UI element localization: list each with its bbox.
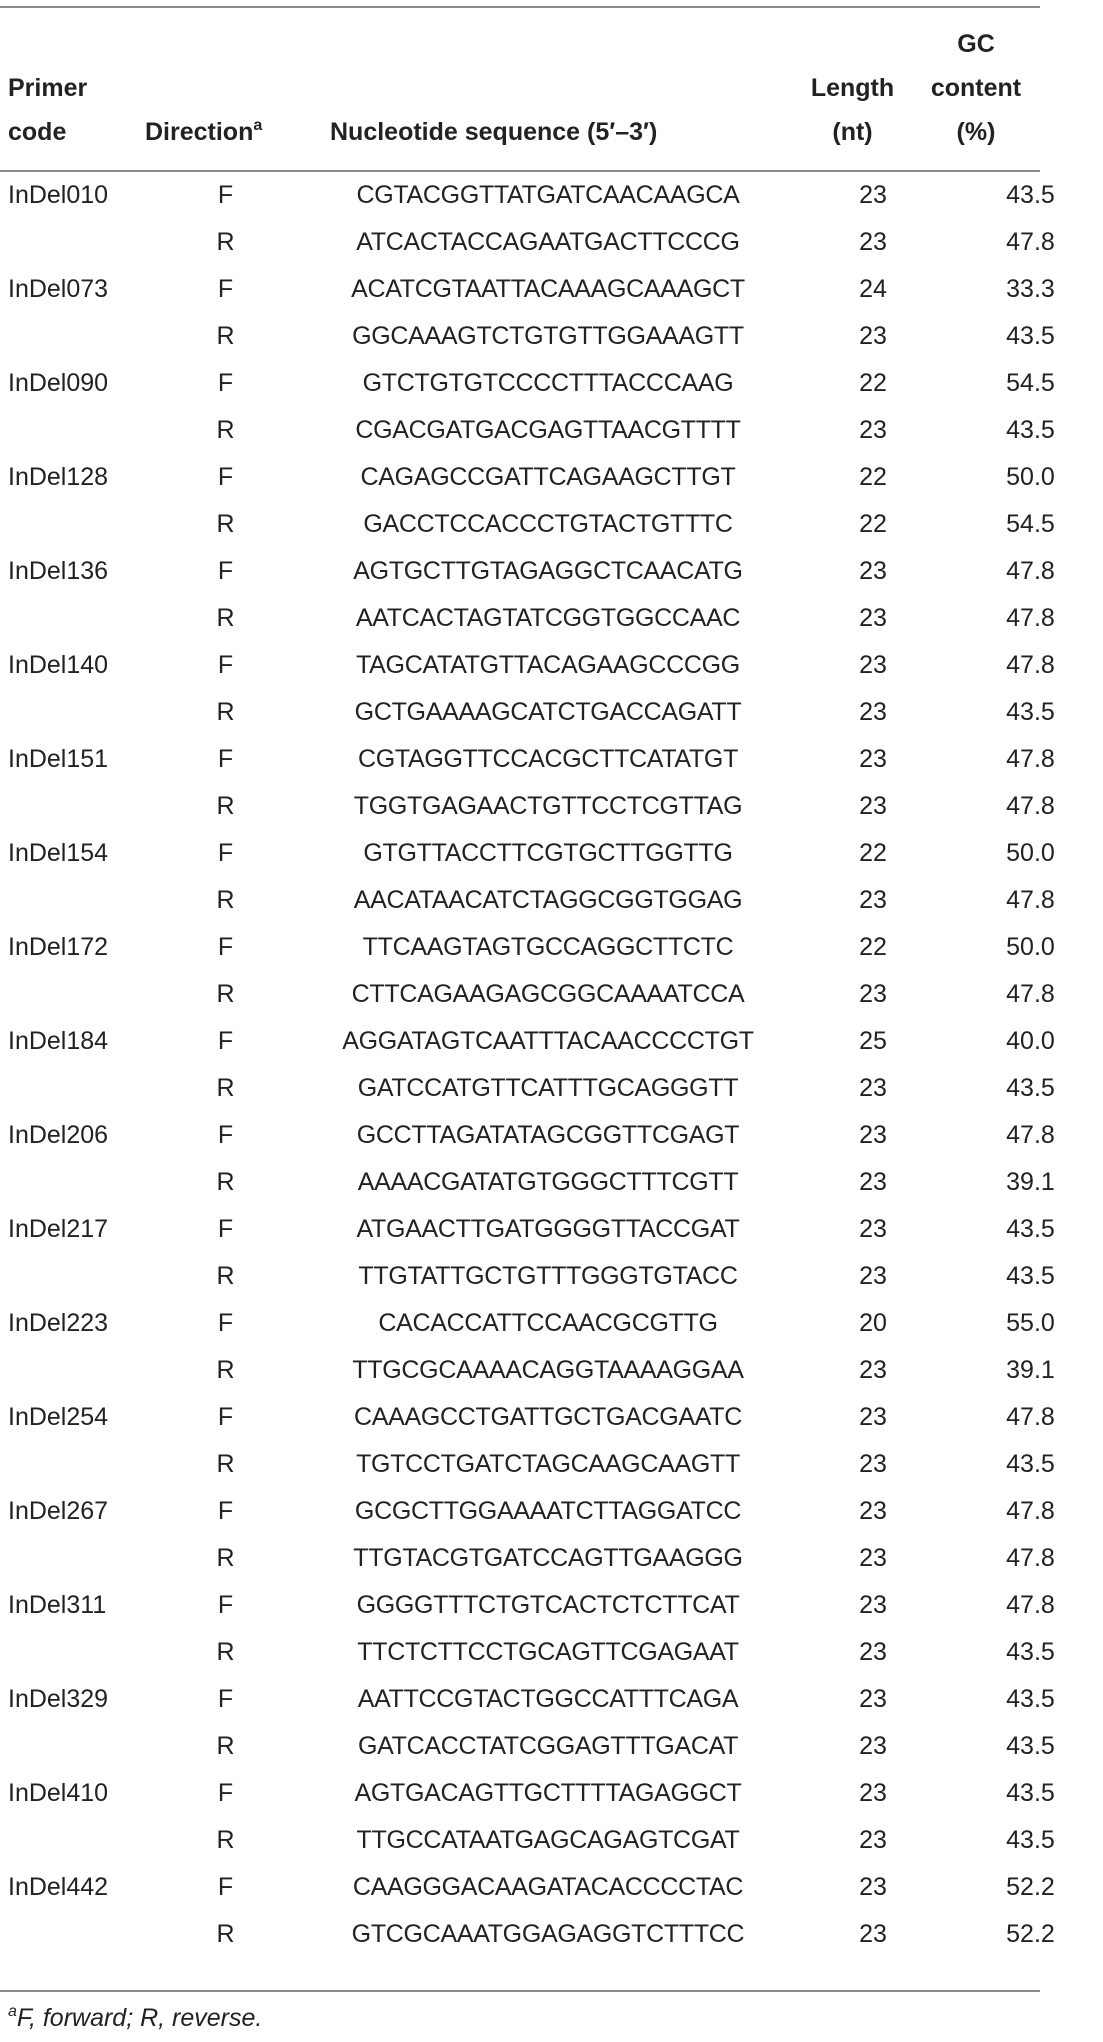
header-direction-label: Direction bbox=[145, 118, 254, 146]
length-cell: 23 bbox=[859, 228, 887, 256]
header-primer-code bbox=[8, 66, 87, 154]
table-row bbox=[0, 689, 1103, 736]
length-cell: 23 bbox=[859, 651, 887, 679]
primer-rows bbox=[0, 172, 1103, 1958]
table-row bbox=[0, 454, 1103, 501]
sequence-cell: AGTGACAGTTGCTTTTAGAGGCT bbox=[354, 1779, 742, 1807]
table-row bbox=[0, 1065, 1103, 1112]
gc-content-cell: 52.2 bbox=[1006, 1873, 1055, 1901]
length-cell: 23 bbox=[859, 1685, 887, 1713]
length-cell: 23 bbox=[859, 181, 887, 209]
direction-cell: R bbox=[216, 322, 235, 350]
gc-content-cell: 43.5 bbox=[1006, 1074, 1055, 1102]
table-row bbox=[0, 1159, 1103, 1206]
gc-content-cell: 43.5 bbox=[1006, 1685, 1055, 1713]
direction-cell: F bbox=[217, 933, 234, 961]
table-row bbox=[0, 1347, 1103, 1394]
gc-content-cell: 43.5 bbox=[1006, 1262, 1055, 1290]
sequence-cell: AGGATAGTCAATTTACAACCCCTGT bbox=[342, 1027, 754, 1055]
table-row bbox=[0, 407, 1103, 454]
length-cell: 25 bbox=[859, 1027, 887, 1055]
length-cell: 23 bbox=[859, 698, 887, 726]
top-rule bbox=[0, 6, 1040, 8]
length-cell: 23 bbox=[859, 557, 887, 585]
direction-cell: F bbox=[217, 1873, 234, 1901]
gc-content-cell: 50.0 bbox=[1006, 463, 1055, 491]
header-length bbox=[795, 66, 910, 154]
primer-table-body bbox=[0, 172, 1103, 1958]
footnote-mark: a bbox=[8, 2003, 17, 2020]
table-footnote bbox=[8, 1998, 262, 2038]
direction-cell: R bbox=[216, 698, 235, 726]
sequence-cell: GGCAAAGTCTGTGTTGGAAAGTT bbox=[352, 322, 744, 350]
table-row bbox=[0, 266, 1103, 313]
table-row bbox=[0, 924, 1103, 971]
sequence-cell: CGACGATGACGAGTTAACGTTTT bbox=[355, 416, 741, 444]
length-cell: 23 bbox=[859, 1074, 887, 1102]
sequence-cell: GCTGAAAAGCATCTGACCAGATT bbox=[354, 698, 742, 726]
table-row bbox=[0, 1253, 1103, 1300]
sequence-cell: GCCTTAGATATAGCGGTTCGAGT bbox=[356, 1121, 740, 1149]
header-sequence-label: Nucleotide sequence (5′–3′) bbox=[330, 118, 658, 146]
table-row bbox=[0, 1629, 1103, 1676]
gc-content-cell: 54.5 bbox=[1006, 510, 1055, 538]
length-cell: 23 bbox=[859, 1544, 887, 1572]
sequence-cell: TTGCGCAAAACAGGTAAAAGGAA bbox=[352, 1356, 744, 1384]
table-row bbox=[0, 783, 1103, 830]
direction-cell: F bbox=[217, 1215, 234, 1243]
header-direction bbox=[145, 110, 262, 154]
table-row bbox=[0, 360, 1103, 407]
direction-cell: R bbox=[216, 1826, 235, 1854]
length-cell: 23 bbox=[859, 322, 887, 350]
direction-cell: F bbox=[217, 651, 234, 679]
table-row bbox=[0, 1676, 1103, 1723]
primer-code-cell bbox=[0, 1629, 158, 1676]
length-cell: 23 bbox=[859, 792, 887, 820]
length-cell: 23 bbox=[859, 886, 887, 914]
direction-cell: F bbox=[217, 557, 234, 585]
table-row bbox=[0, 971, 1103, 1018]
primer-code-cell bbox=[0, 313, 158, 360]
gc-content-cell: 47.8 bbox=[1006, 1497, 1055, 1525]
primer-code-cell: InDel090 bbox=[8, 369, 109, 397]
primer-code-cell: InDel206 bbox=[8, 1121, 109, 1149]
primer-code-cell: InDel184 bbox=[8, 1027, 109, 1055]
length-cell: 20 bbox=[859, 1309, 887, 1337]
gc-content-cell: 52.2 bbox=[1006, 1920, 1055, 1948]
primer-code-cell bbox=[0, 783, 158, 830]
table-row bbox=[0, 1582, 1103, 1629]
gc-content-cell: 50.0 bbox=[1006, 933, 1055, 961]
length-cell: 23 bbox=[859, 604, 887, 632]
table-row bbox=[0, 642, 1103, 689]
primer-code-cell bbox=[0, 1441, 158, 1488]
sequence-cell: TTCAAGTAGTGCCAGGCTTCTC bbox=[362, 933, 734, 961]
primer-code-cell: InDel128 bbox=[8, 463, 109, 491]
length-cell: 23 bbox=[859, 1497, 887, 1525]
length-cell: 23 bbox=[859, 416, 887, 444]
table-row bbox=[0, 595, 1103, 642]
gc-content-cell: 33.3 bbox=[1006, 275, 1055, 303]
direction-cell: F bbox=[217, 275, 234, 303]
primer-code-cell bbox=[0, 1159, 158, 1206]
gc-content-cell: 47.8 bbox=[1006, 228, 1055, 256]
primer-code-cell bbox=[0, 1253, 158, 1300]
table-row bbox=[0, 313, 1103, 360]
direction-cell: F bbox=[217, 1403, 234, 1431]
gc-content-cell: 47.8 bbox=[1006, 651, 1055, 679]
primer-code-cell bbox=[0, 595, 158, 642]
primer-code-cell: InDel010 bbox=[8, 181, 109, 209]
header-direction-text bbox=[145, 110, 262, 154]
sequence-cell: GACCTCCACCCTGTACTGTTTC bbox=[363, 510, 733, 538]
table-row bbox=[0, 1770, 1103, 1817]
primer-code-cell: InDel136 bbox=[8, 557, 109, 585]
length-cell: 23 bbox=[859, 1826, 887, 1854]
table-row bbox=[0, 501, 1103, 548]
sequence-cell: CACACCATTCCAACGCGTTG bbox=[378, 1309, 718, 1337]
primer-code-cell bbox=[0, 689, 158, 736]
table-row bbox=[0, 1206, 1103, 1253]
direction-cell: F bbox=[217, 1027, 234, 1055]
sequence-cell: CAAAGCCTGATTGCTGACGAATC bbox=[353, 1403, 743, 1431]
gc-content-cell: 43.5 bbox=[1006, 1826, 1055, 1854]
length-cell: 23 bbox=[859, 980, 887, 1008]
direction-cell: F bbox=[217, 463, 234, 491]
primer-code-cell: InDel254 bbox=[8, 1403, 109, 1431]
sequence-cell: GGGGTTTCTGTCACTCTCTTCAT bbox=[356, 1591, 740, 1619]
header-primer-code-line: code bbox=[8, 118, 67, 146]
gc-content-cell: 43.5 bbox=[1006, 1450, 1055, 1478]
header-gc-line: (%) bbox=[956, 118, 996, 146]
direction-cell: F bbox=[217, 181, 234, 209]
length-cell: 23 bbox=[859, 1403, 887, 1431]
sequence-cell: TGTCCTGATCTAGCAAGCAAGTT bbox=[356, 1450, 740, 1478]
gc-content-cell: 47.8 bbox=[1006, 1544, 1055, 1572]
table-row bbox=[0, 1817, 1103, 1864]
primer-code-cell: InDel410 bbox=[8, 1779, 109, 1807]
gc-content-cell: 43.5 bbox=[1006, 1638, 1055, 1666]
sequence-cell: AATTCCGTACTGGCCATTTCAGA bbox=[357, 1685, 739, 1713]
length-cell: 22 bbox=[859, 369, 887, 397]
direction-cell: R bbox=[216, 1544, 235, 1572]
table-row bbox=[0, 877, 1103, 924]
gc-content-cell: 47.8 bbox=[1006, 886, 1055, 914]
header-nucleotide-sequence bbox=[330, 110, 770, 154]
gc-content-cell: 40.0 bbox=[1006, 1027, 1055, 1055]
sequence-cell: ACATCGTAATTACAAAGCAAAGCT bbox=[351, 275, 745, 303]
sequence-cell: ATCACTACCAGAATGACTTCCCG bbox=[356, 228, 740, 256]
sequence-cell: CAGAGCCGATTCAGAAGCTTGT bbox=[360, 463, 736, 491]
gc-content-cell: 43.5 bbox=[1006, 698, 1055, 726]
sequence-cell: AACATAACATCTAGGCGGTGGAG bbox=[353, 886, 743, 914]
direction-cell: F bbox=[217, 1121, 234, 1149]
sequence-cell: CAAGGGACAAGATACACCCCTAC bbox=[352, 1873, 744, 1901]
table-row bbox=[0, 736, 1103, 783]
gc-content-cell: 55.0 bbox=[1006, 1309, 1055, 1337]
sequence-cell: TGGTGAGAACTGTTCCTCGTTAG bbox=[353, 792, 743, 820]
table-row bbox=[0, 1723, 1103, 1770]
primer-code-cell: InDel311 bbox=[8, 1591, 107, 1619]
sequence-cell: AAAACGATATGTGGGCTTTCGTT bbox=[357, 1168, 739, 1196]
length-cell: 24 bbox=[859, 275, 887, 303]
table-row bbox=[0, 1911, 1103, 1958]
direction-cell: F bbox=[217, 1497, 234, 1525]
primer-code-cell bbox=[0, 219, 158, 266]
direction-cell: R bbox=[216, 1168, 235, 1196]
gc-content-cell: 50.0 bbox=[1006, 839, 1055, 867]
table-row bbox=[0, 219, 1103, 266]
length-cell: 23 bbox=[859, 1920, 887, 1948]
header-gc-line: GC bbox=[957, 30, 995, 58]
length-cell: 23 bbox=[859, 1121, 887, 1149]
primer-code-cell bbox=[0, 1817, 158, 1864]
direction-cell: F bbox=[217, 1309, 234, 1337]
length-cell: 22 bbox=[859, 839, 887, 867]
length-cell: 23 bbox=[859, 1356, 887, 1384]
direction-cell: R bbox=[216, 1356, 235, 1384]
header-gc-line: content bbox=[930, 74, 1022, 102]
length-cell: 22 bbox=[859, 933, 887, 961]
sequence-cell: ATGAACTTGATGGGGTTACCGAT bbox=[356, 1215, 740, 1243]
gc-content-cell: 54.5 bbox=[1006, 369, 1055, 397]
sequence-cell: CGTAGGTTCCACGCTTCATATGT bbox=[357, 745, 739, 773]
direction-cell: F bbox=[217, 745, 234, 773]
primer-code-cell: InDel140 bbox=[8, 651, 109, 679]
gc-content-cell: 47.8 bbox=[1006, 745, 1055, 773]
primer-code-cell: InDel223 bbox=[8, 1309, 109, 1337]
sequence-cell: TTGTACGTGATCCAGTTGAAGGG bbox=[353, 1544, 743, 1572]
direction-cell: R bbox=[216, 1920, 235, 1948]
header-primer-code-line: Primer bbox=[8, 74, 88, 102]
length-cell: 23 bbox=[859, 745, 887, 773]
gc-content-cell: 47.8 bbox=[1006, 1403, 1055, 1431]
primer-code-cell bbox=[0, 407, 158, 454]
header-length-line: Length bbox=[810, 74, 895, 102]
direction-cell: R bbox=[216, 604, 235, 632]
header-direction-footnote-mark: a bbox=[253, 117, 263, 134]
gc-content-cell: 43.5 bbox=[1006, 181, 1055, 209]
length-cell: 22 bbox=[859, 463, 887, 491]
gc-content-cell: 43.5 bbox=[1006, 322, 1055, 350]
length-cell: 22 bbox=[859, 510, 887, 538]
gc-content-cell: 47.8 bbox=[1006, 557, 1055, 585]
header-gc-content bbox=[912, 22, 1040, 154]
direction-cell: F bbox=[217, 1591, 234, 1619]
table-row bbox=[0, 1112, 1103, 1159]
primer-code-cell bbox=[0, 1911, 158, 1958]
direction-cell: R bbox=[216, 416, 235, 444]
sequence-cell: GTCTGTGTCCCCTTTACCCAAG bbox=[362, 369, 734, 397]
gc-content-cell: 47.8 bbox=[1006, 980, 1055, 1008]
primer-code-cell bbox=[0, 1347, 158, 1394]
direction-cell: F bbox=[217, 1685, 234, 1713]
table-row bbox=[0, 1488, 1103, 1535]
primer-code-cell bbox=[0, 971, 158, 1018]
primer-code-cell: InDel217 bbox=[8, 1215, 109, 1243]
direction-cell: F bbox=[217, 839, 234, 867]
table-row bbox=[0, 830, 1103, 877]
direction-cell: R bbox=[216, 228, 235, 256]
length-cell: 23 bbox=[859, 1168, 887, 1196]
gc-content-cell: 47.8 bbox=[1006, 1121, 1055, 1149]
footnote-text: F, forward; R, reverse. bbox=[16, 2004, 263, 2032]
primer-code-cell: InDel073 bbox=[8, 275, 109, 303]
sequence-cell: GTGTTACCTTCGTGCTTGGTTG bbox=[363, 839, 733, 867]
sequence-cell: CTTCAGAAGAGCGGCAAAATCCA bbox=[351, 980, 745, 1008]
gc-content-cell: 47.8 bbox=[1006, 1591, 1055, 1619]
gc-content-cell: 47.8 bbox=[1006, 604, 1055, 632]
table-row bbox=[0, 1394, 1103, 1441]
table-row bbox=[0, 1018, 1103, 1065]
sequence-cell: GTCGCAAATGGAGAGGTCTTTCC bbox=[351, 1920, 745, 1948]
gc-content-cell: 39.1 bbox=[1006, 1168, 1055, 1196]
table-row bbox=[0, 1441, 1103, 1488]
gc-content-cell: 43.5 bbox=[1006, 1732, 1055, 1760]
direction-cell: F bbox=[217, 369, 234, 397]
table-row bbox=[0, 1535, 1103, 1582]
primer-code-cell: InDel151 bbox=[8, 745, 109, 773]
direction-cell: R bbox=[216, 510, 235, 538]
primer-code-cell bbox=[0, 501, 158, 548]
primer-code-cell: InDel154 bbox=[8, 839, 109, 867]
sequence-cell: AATCACTAGTATCGGTGGCCAAC bbox=[355, 604, 741, 632]
gc-content-cell: 47.8 bbox=[1006, 792, 1055, 820]
length-cell: 23 bbox=[859, 1215, 887, 1243]
sequence-cell: CGTACGGTTATGATCAACAAGCA bbox=[356, 181, 740, 209]
primer-code-cell: InDel329 bbox=[8, 1685, 109, 1713]
gc-content-cell: 43.5 bbox=[1006, 1779, 1055, 1807]
primer-code-cell bbox=[0, 1065, 158, 1112]
length-cell: 23 bbox=[859, 1262, 887, 1290]
sequence-cell: AGTGCTTGTAGAGGCTCAACATG bbox=[353, 557, 743, 585]
primer-code-cell: InDel267 bbox=[8, 1497, 109, 1525]
table-row bbox=[0, 1864, 1103, 1911]
table-row bbox=[0, 172, 1103, 219]
bottom-rule bbox=[0, 1990, 1040, 1992]
length-cell: 23 bbox=[859, 1779, 887, 1807]
table-row bbox=[0, 548, 1103, 595]
sequence-cell: TTGTATTGCTGTTTGGGTGTACC bbox=[358, 1262, 738, 1290]
gc-content-cell: 43.5 bbox=[1006, 416, 1055, 444]
direction-cell: R bbox=[216, 1638, 235, 1666]
primer-code-cell: InDel172 bbox=[8, 933, 109, 961]
sequence-cell: TTCTCTTCCTGCAGTTCGAGAAT bbox=[357, 1638, 739, 1666]
gc-content-cell: 43.5 bbox=[1006, 1215, 1055, 1243]
direction-cell: R bbox=[216, 1450, 235, 1478]
direction-cell: R bbox=[216, 1074, 235, 1102]
length-cell: 23 bbox=[859, 1732, 887, 1760]
direction-cell: R bbox=[216, 1262, 235, 1290]
direction-cell: R bbox=[216, 792, 235, 820]
primer-code-cell: InDel442 bbox=[8, 1873, 109, 1901]
header-length-line: (nt) bbox=[832, 118, 873, 146]
sequence-cell: GCGCTTGGAAAATCTTAGGATCC bbox=[354, 1497, 742, 1525]
direction-cell: F bbox=[217, 1779, 234, 1807]
sequence-cell: GATCCATGTTCATTTGCAGGGTT bbox=[357, 1074, 739, 1102]
length-cell: 23 bbox=[859, 1450, 887, 1478]
table-row bbox=[0, 1300, 1103, 1347]
length-cell: 23 bbox=[859, 1873, 887, 1901]
sequence-cell: TTGCCATAATGAGCAGAGTCGAT bbox=[356, 1826, 740, 1854]
primer-code-cell bbox=[0, 1535, 158, 1582]
length-cell: 23 bbox=[859, 1638, 887, 1666]
length-cell: 23 bbox=[859, 1591, 887, 1619]
primer-code-cell bbox=[0, 1723, 158, 1770]
primer-code-cell bbox=[0, 877, 158, 924]
gc-content-cell: 39.1 bbox=[1006, 1356, 1055, 1384]
direction-cell: R bbox=[216, 1732, 235, 1760]
sequence-cell: TAGCATATGTTACAGAAGCCCGG bbox=[356, 651, 740, 679]
sequence-cell: GATCACCTATCGGAGTTTGACAT bbox=[357, 1732, 739, 1760]
direction-cell: R bbox=[216, 886, 235, 914]
direction-cell: R bbox=[216, 980, 235, 1008]
